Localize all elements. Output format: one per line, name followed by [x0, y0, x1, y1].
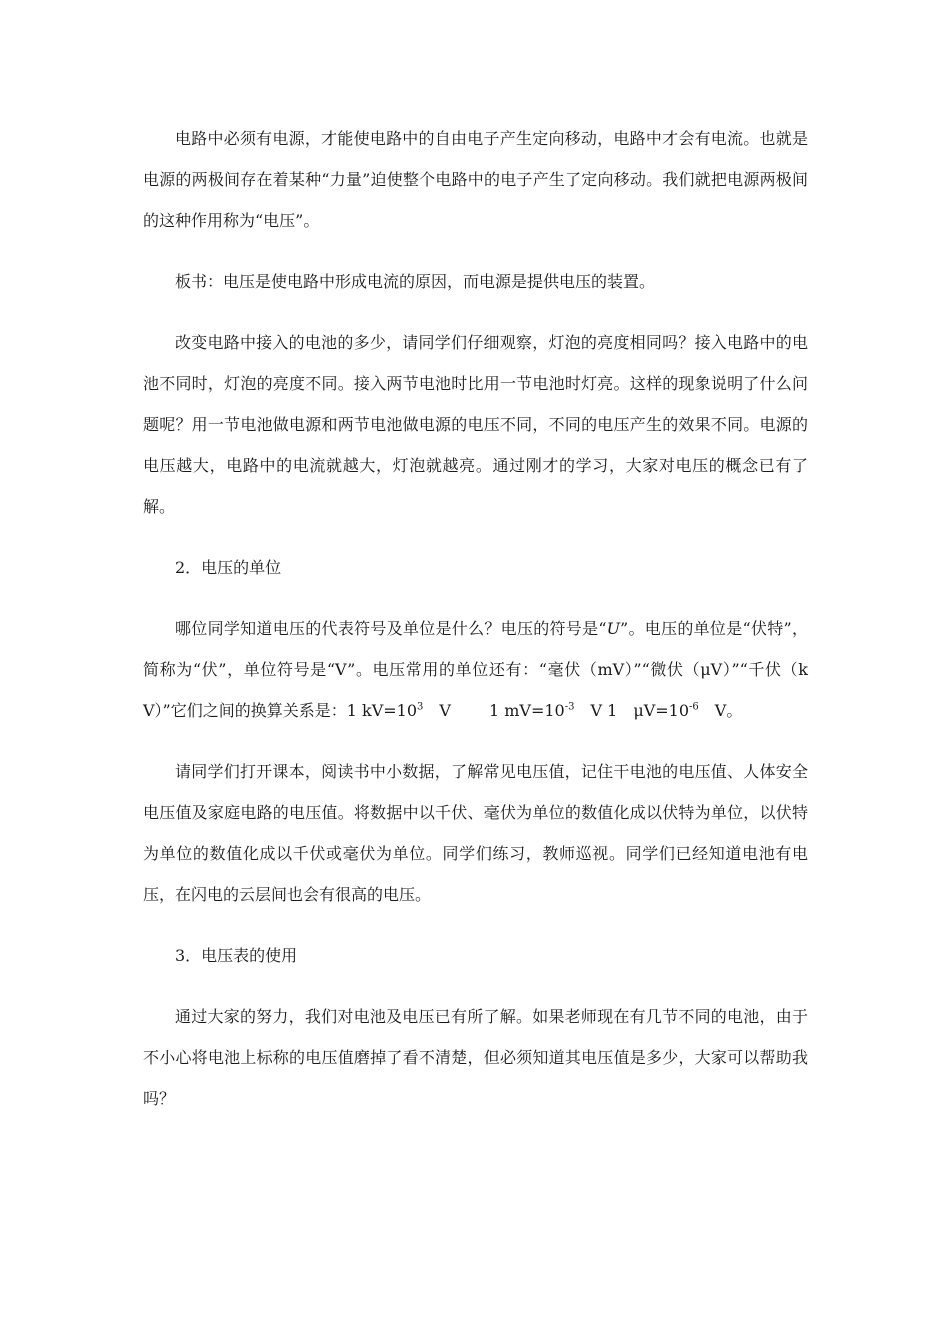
formula-mv: 1 mV=10	[488, 701, 565, 720]
document-page	[143, 118, 808, 1139]
voltage-symbol: U	[606, 619, 621, 638]
paragraph-common-voltages: 请同学们打开课本，阅读书中小数据，了解常见电压值，记住干电池的电压值、人体安全电压值及家庭电路的电压值。将数据中以千伏、毫伏为单位的数值化成以伏特为单位，以伏特为单位的数值化成以千伏或毫伏为单位。同学们练习，教师巡视。同学们已经知道电池有电压，在闪电的云层间也会有很高的电压。	[143, 762, 808, 904]
section-heading-voltmeter: 3．电压表的使用	[175, 946, 298, 965]
paragraph-blackboard-note: 板书：电压是使电路中形成电流的原因，而电源是提供电压的装置。	[175, 272, 656, 291]
unit-uv: V。	[714, 701, 743, 720]
section-heading-voltage-units: 2．电压的单位	[175, 558, 282, 577]
units-text-b: ”。电压的单位是“伏特”，简称为“伏”，单位符号是“V”。电压常用的单位还有：“毫伏（mV）”“微伏（μV）”“千伏（kV）”它们之间的换算关系是：1 kV=10	[143, 619, 808, 720]
unit-mv: V	[590, 701, 603, 720]
unit-kv: V	[439, 701, 451, 720]
exponent-kv: 3	[417, 701, 424, 713]
units-text-a: 哪位同学知道电压的代表符号及单位是什么？电压的符号是“	[175, 619, 607, 638]
exponent-uv: -6	[689, 701, 699, 713]
paragraph-voltage-definition: 电路中必须有电源，才能使电路中的自由电子产生定向移动，电路中才会有电流。也就是电源的两极间存在着某种“力量”迫使整个电路中的电子产生了定向移动。我们就把电源两极间的这种作用称为“电压”。	[143, 129, 808, 230]
paragraph-voltmeter-intro: 通过大家的努力，我们对电池及电压已有所了解。如果老师现在有几节不同的电池，由于不小心将电池上标称的电压值磨掉了看不清楚，但必须知道其电压值是多少，大家可以帮助我吗？	[143, 1007, 808, 1108]
exponent-mv: -3	[564, 701, 575, 713]
paragraph-battery-experiment: 改变电路中接入的电池的多少，请同学们仔细观察，灯泡的亮度相同吗？接入电路中的电池不同时，灯泡的亮度不同。接入两节电池时比用一节电池时灯亮。这样的现象说明了什么问题呢？用一节电池做电源和两节电池做电源的电压不同，不同的电压产生的效果不同。电源的电压越大，电路中的电流就越大，灯泡就越亮。通过刚才的学习，大家对电压的概念已有了解。	[143, 333, 808, 516]
paragraph-voltage-units	[143, 608, 808, 731]
formula-uv: 1 μV=10	[607, 701, 690, 720]
